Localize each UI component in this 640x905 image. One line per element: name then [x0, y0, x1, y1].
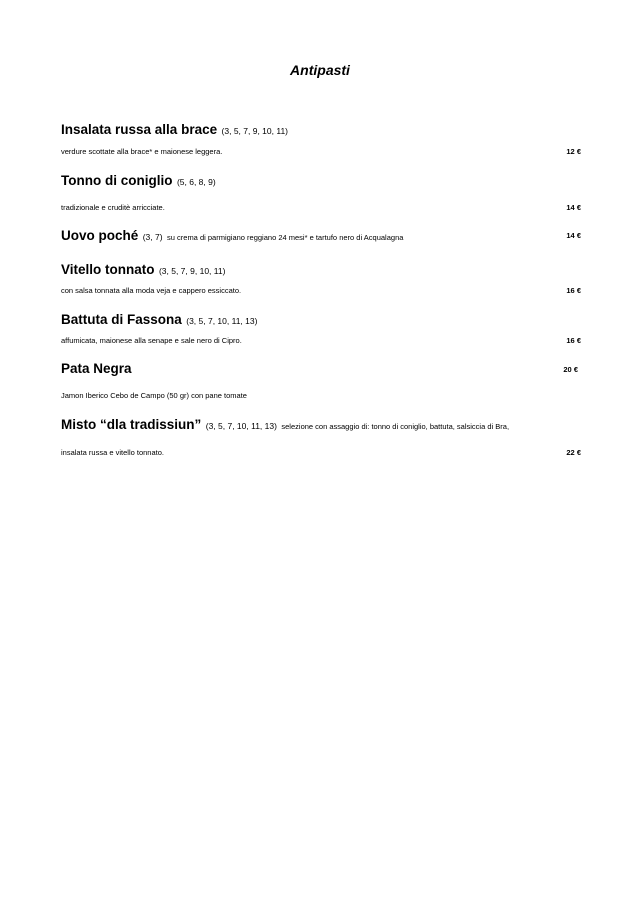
allergens: (3, 7) [142, 232, 163, 242]
dish-price: 16 € [566, 286, 581, 295]
dish-name: Battuta di Fassona [61, 312, 182, 327]
dish-price: 20 € [563, 365, 578, 374]
dish-name: Uovo poché [61, 228, 139, 243]
dish-name: Vitello tonnato [61, 262, 155, 277]
dish-name: Pata Negra [61, 361, 132, 376]
menu-item-pata-negra [61, 360, 132, 378]
dish-price: 14 € [566, 203, 581, 212]
dish-price: 16 € [566, 336, 581, 345]
dish-description-continued: insalata russa e vitello tonnato. [61, 448, 164, 457]
menu-item-battuta-di-fassona [61, 311, 257, 329]
dish-description: Jamon Iberico Cebo de Campo (50 gr) con pane tomate [61, 391, 247, 400]
dish-description: tradizionale e cruditè arricciate. [61, 203, 165, 212]
dish-name: Tonno di coniglio [61, 173, 173, 188]
dish-price: 14 € [566, 231, 581, 240]
menu-item-uovo-poche [61, 227, 403, 245]
allergens: (3, 5, 7, 10, 11, 13) [186, 316, 258, 326]
dish-price: 22 € [566, 448, 581, 457]
dish-name: Misto “dla tradissiun” [61, 417, 202, 432]
dish-description: con salsa tonnata alla moda veja e cappero essiccato. [61, 286, 242, 295]
dish-name: Insalata russa alla brace [61, 122, 218, 137]
dish-description: affumicata, maionese alla senape e sale nero di Cipro. [61, 336, 242, 345]
menu-item-insalata-russa [61, 121, 288, 139]
allergens: (3, 5, 7, 9, 10, 11) [158, 266, 226, 276]
menu-item-tonno-di-coniglio [61, 172, 216, 190]
dish-description: verdure scottate alla brace* e maionese leggera. [61, 147, 223, 156]
dish-description: su crema di parmigiano reggiano 24 mesi* e tartufo nero di Acqualagna [167, 233, 404, 242]
allergens: (5, 6, 8, 9) [176, 177, 216, 187]
menu-item-misto-dla-tradissiun [61, 416, 509, 434]
allergens: (3, 5, 7, 10, 11, 13) [205, 421, 277, 431]
dish-description: selezione con assaggio di: tonno di coniglio, battuta, salsiccia di Bra, [281, 422, 510, 431]
page-title: Antipasti [290, 62, 350, 78]
dish-price: 12 € [566, 147, 581, 156]
menu-item-vitello-tonnato [61, 261, 225, 279]
allergens: (3, 5, 7, 9, 10, 11) [221, 126, 289, 136]
